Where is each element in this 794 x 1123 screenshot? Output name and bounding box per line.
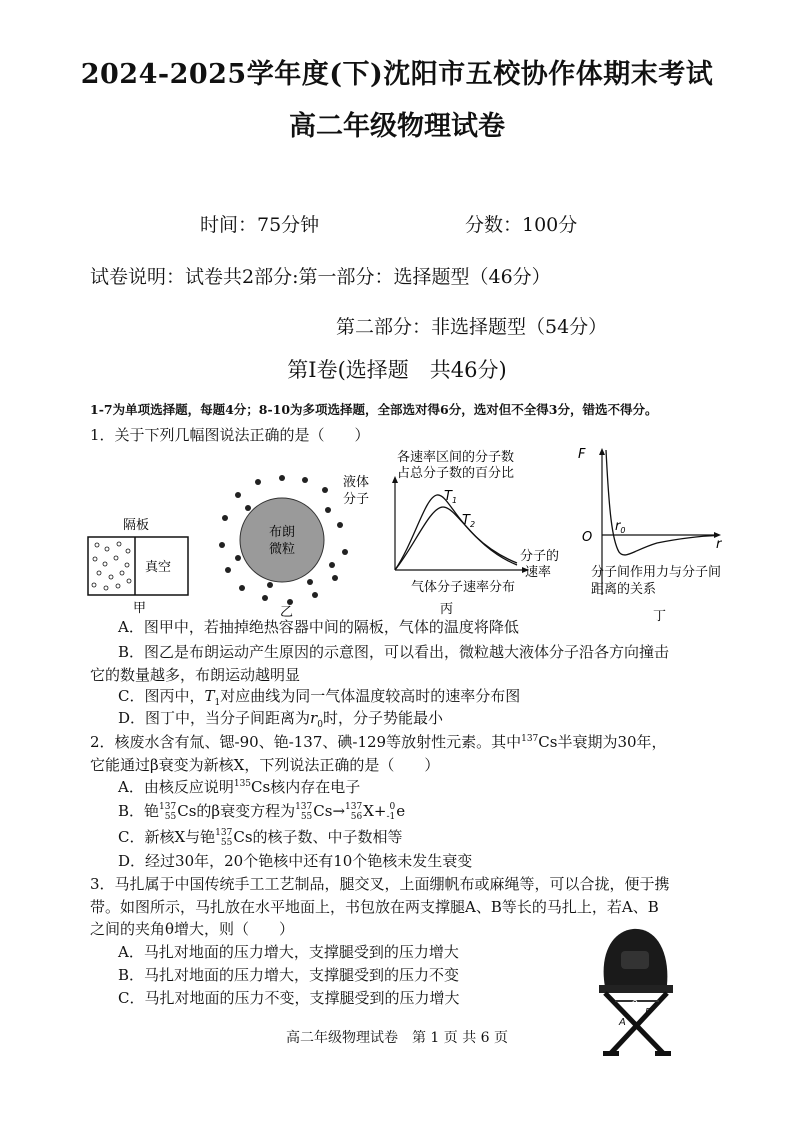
ding-description-2: 距离的关系 [591,582,657,597]
q1-option-d: D．图丁中，当分子间距离为$r_0$时，分子势能最小 [118,709,443,730]
exam-title: 2024-2025学年度(下)沈阳市五校协作体期末考试 [80,59,714,90]
ding-description-1: 分子间作用力与分子间 [591,565,722,580]
q3-stem-line1: 3．马扎属于中国传统手工工艺制品，腿交叉，上面绷帆布或麻绳等，可以合拢，便于携 [90,875,670,893]
q3-option-a: A．马扎对地面的压力增大，支撑腿受到的压力增大 [118,943,459,961]
section-instructions: 1-7为单项选择题，每题4分；8-10为多项选择题，全部选对得6分，选对但不全得3分，错选不得分。 [90,402,658,417]
ding-r0-label: $r_0$ [615,519,626,535]
ding-r-label: r [716,537,722,552]
q2-stem-line2: 它能通过β衰变为新核X，下列说法正确的是（ ） [90,756,440,774]
section-title: 第Ⅰ卷(选择题 共46分) [287,358,507,382]
q2-option-d: D．经过30年，20个铯核中还有10个铯核未发生衰变 [118,852,473,870]
q1-option-b-line1: B．图乙是布朗运动产生原因的示意图，可以看出，微粒越大液体分子沿各方向撞击 [118,643,670,661]
jia-caption: 甲 [133,601,147,615]
q2-option-c: C．新核X与铯137 55Cs的核子数、中子数相等 [118,828,403,848]
q3-stem-line3: 之间的夹角θ增大，则（ ） [90,920,295,938]
ding-origin-label: O [582,530,593,545]
exam-score: 分数：100分 [465,214,578,236]
q3-option-b: B．马扎对地面的压力增大，支撑腿受到的压力不变 [118,966,460,984]
yi-liquid-label-2: 分子 [343,492,370,507]
bing-xlabel-2: 速率 [525,565,552,580]
exam-description-1: 试卷说明：试卷共2部分:第一部分：选择题型（46分） [90,266,551,288]
figure-yi [210,470,380,620]
q3-stem-line2: 带。如图所示，马扎放在水平地面上，书包放在两支撑腿A、B等长的马扎上，若A、B [90,898,659,916]
q2-option-a: A．由核反应说明$^{135}$Cs核内存在电子 [118,778,361,796]
mazha-a-label: A [619,1017,626,1028]
q1-stem: 1．关于下列几幅图说法正确的是（ ） [90,426,370,444]
q1-option-a: A．图甲中，若抽掉绝热容器中间的隔板，气体的温度将降低 [118,618,519,636]
bing-t1-label: $T_1$ [444,489,458,505]
q3-option-c: C．马扎对地面的压力不变，支撑腿受到的压力增大 [118,989,460,1007]
q1-option-b-line2: 它的数量越多，布朗运动越明显 [90,666,301,684]
bing-caption: 丙 [440,602,454,617]
figure-bing [385,445,575,620]
jia-partition-label: 隔板 [123,518,150,533]
bing-description: 气体分子速率分布 [411,580,516,595]
yi-caption: 乙 [280,605,294,620]
curve-t1 [395,495,517,570]
page-footer: 高二年级物理试卷 第 1 页 共 6 页 [285,1030,509,1046]
mazha-b-label: B [645,1007,652,1018]
ding-f-label: F [578,447,586,462]
figure-ding [572,440,732,640]
exam-time: 时间：75分钟 [200,214,320,236]
exam-description-2: 第二部分：非选择题型（54分） [336,316,608,338]
ding-caption: 丁 [653,609,667,624]
bing-t2-label: $T_2$ [462,513,476,529]
yi-liquid-label-1: 液体 [343,475,370,490]
q2-option-b: B．铯137 55Cs的β衰变方程为137 55Cs→137 56X+ 0 -1e [118,802,406,822]
bing-ylabel-2: 占总分子数的百分比 [397,466,515,481]
curve-t2 [395,507,517,570]
exam-subtitle: 高二年级物理试卷 [289,111,505,142]
force-curve [606,450,717,555]
figure-jia [85,515,195,615]
q1-option-c: C．图丙中，$T_1$对应曲线为同一气体温度较高时的速率分布图 [118,687,521,708]
yi-particle-label-2: 微粒 [269,542,296,557]
mazha-theta-label: θ [631,998,638,1011]
jia-vacuum-label: 真空 [145,560,172,575]
bing-xlabel-1: 分子的 [520,549,560,564]
bing-ylabel-1: 各速率区间的分子数 [397,450,515,465]
yi-particle-label-1: 布朗 [269,525,296,540]
q2-stem-line1: 2．核废水含有氚、锶-90、铯-137、碘-129等放射性元素。其中$^{137}$Cs半衰期为30年， [90,733,667,751]
